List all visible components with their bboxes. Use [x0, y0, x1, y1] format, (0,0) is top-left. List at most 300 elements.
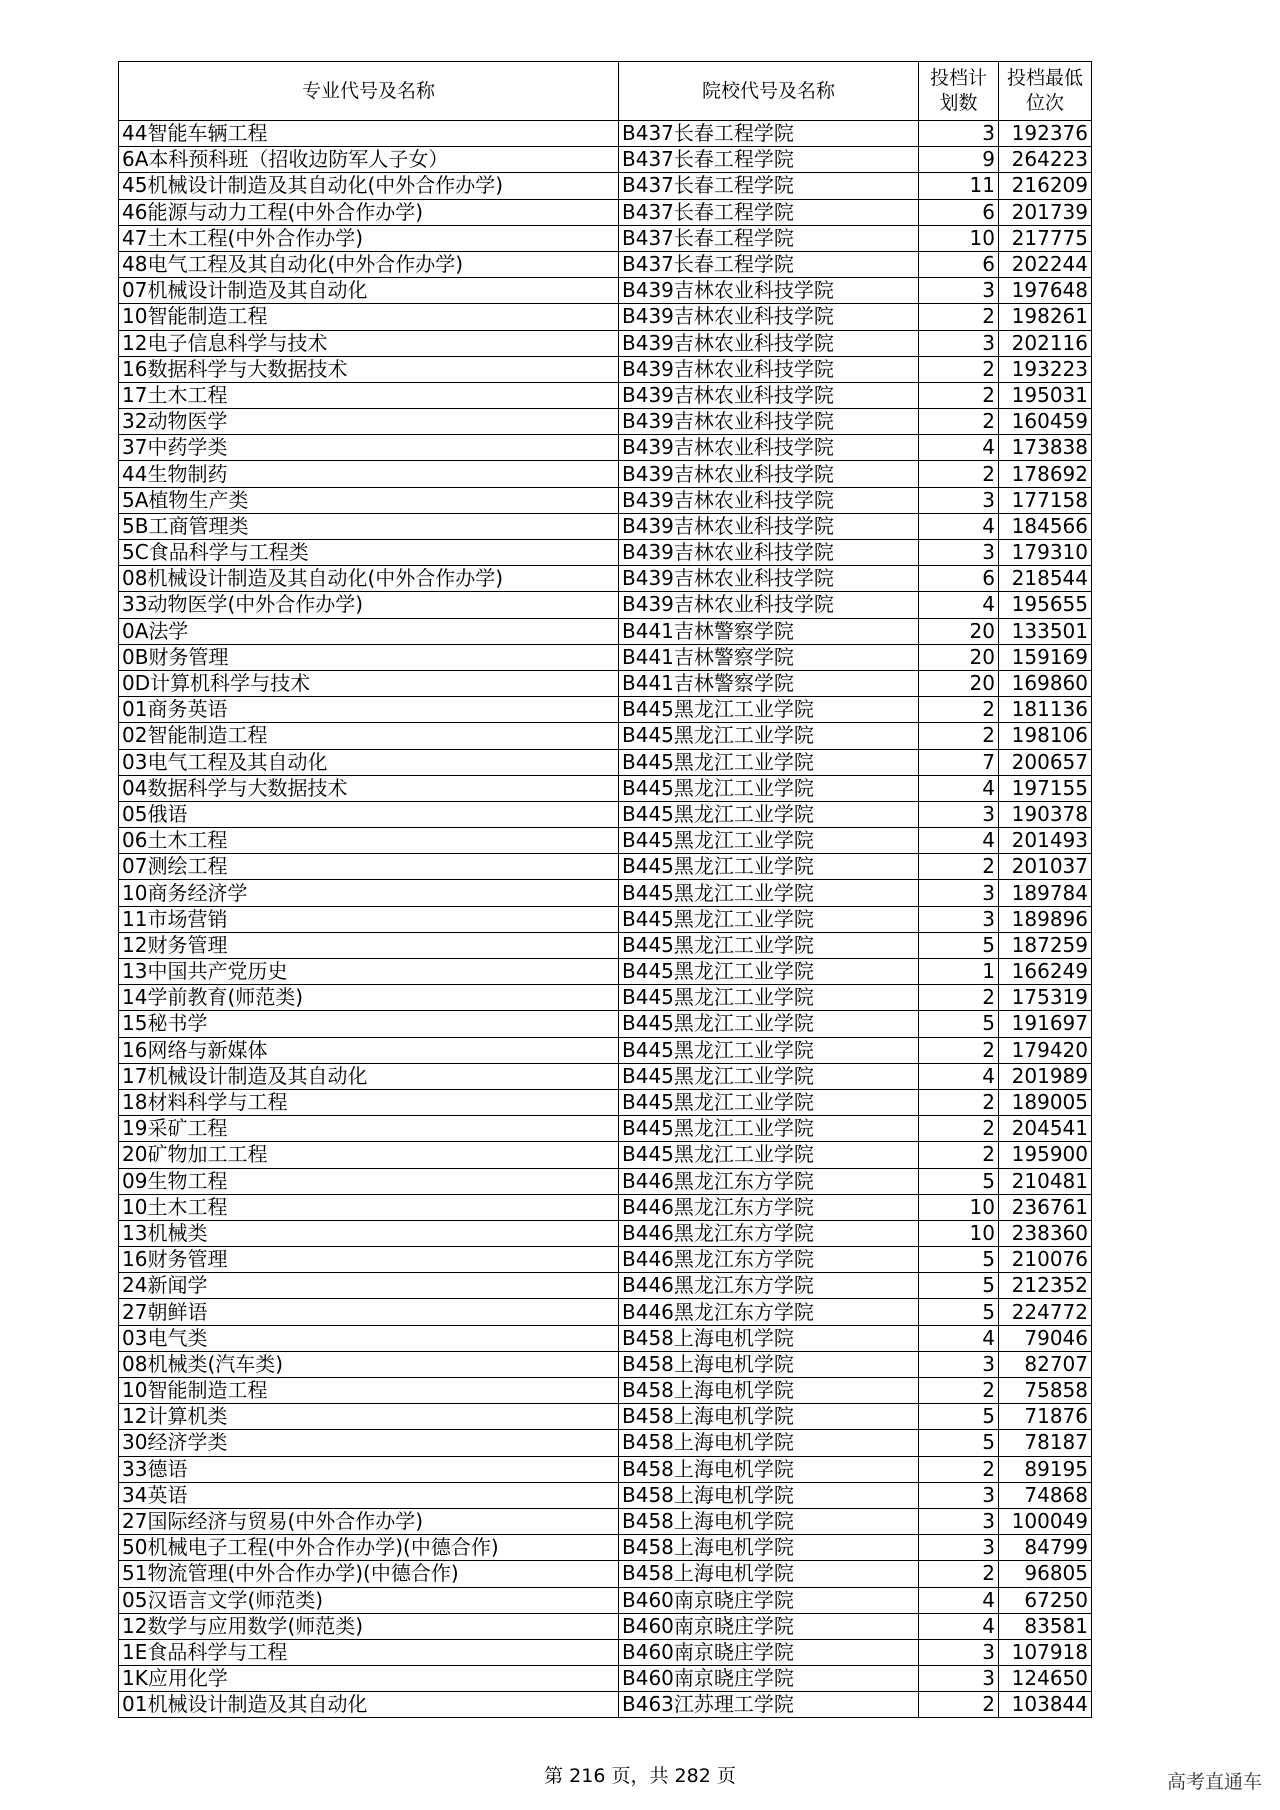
cell-rank: 212352: [999, 1273, 1092, 1299]
cell-major: 16数据科学与大数据技术: [119, 356, 619, 382]
cell-plan: 10: [919, 225, 999, 251]
cell-school: B437长春工程学院: [619, 225, 919, 251]
table-row: [119, 828, 1092, 854]
table-row: [119, 644, 1092, 670]
cell-major: 0B财务管理: [119, 644, 619, 670]
cell-major: 44生物制药: [119, 461, 619, 487]
cell-rank: 89195: [999, 1456, 1092, 1482]
cell-plan: 2: [919, 1456, 999, 1482]
cell-major: 11市场营销: [119, 906, 619, 932]
table-row: [119, 1325, 1092, 1351]
cell-school: B446黑龙江东方学院: [619, 1273, 919, 1299]
table-row: [119, 670, 1092, 696]
cell-major: 27国际经济与贸易(中外合作办学): [119, 1508, 619, 1534]
cell-plan: 3: [919, 801, 999, 827]
cell-plan: 4: [919, 1063, 999, 1089]
cell-plan: 2: [919, 1561, 999, 1587]
cell-plan: 20: [919, 618, 999, 644]
cell-rank: 204541: [999, 1116, 1092, 1142]
cell-plan: 4: [919, 1587, 999, 1613]
table-row: [119, 1482, 1092, 1508]
cell-plan: 3: [919, 278, 999, 304]
cell-rank: 133501: [999, 618, 1092, 644]
cell-rank: 82707: [999, 1351, 1092, 1377]
table-row: [119, 540, 1092, 566]
table-row: [119, 330, 1092, 356]
cell-rank: 74868: [999, 1482, 1092, 1508]
cell-rank: 78187: [999, 1430, 1092, 1456]
cell-major: 09生物工程: [119, 1168, 619, 1194]
table-row: [119, 985, 1092, 1011]
cell-major: 04数据科学与大数据技术: [119, 775, 619, 801]
cell-major: 17土木工程: [119, 382, 619, 408]
cell-major: 10商务经济学: [119, 880, 619, 906]
cell-school: B439吉林农业科技学院: [619, 330, 919, 356]
cell-rank: 202116: [999, 330, 1092, 356]
cell-rank: 175319: [999, 985, 1092, 1011]
cell-school: B445黑龙江工业学院: [619, 801, 919, 827]
cell-plan: 2: [919, 985, 999, 1011]
cell-rank: 264223: [999, 147, 1092, 173]
cell-school: B458上海电机学院: [619, 1351, 919, 1377]
cell-plan: 20: [919, 644, 999, 670]
cell-plan: 3: [919, 906, 999, 932]
header-rank: [999, 62, 1092, 121]
cell-school: B445黑龙江工业学院: [619, 1037, 919, 1063]
table-row: [119, 1613, 1092, 1639]
cell-major: 32动物医学: [119, 409, 619, 435]
cell-plan: 2: [919, 382, 999, 408]
cell-major: 16网络与新媒体: [119, 1037, 619, 1063]
header-major: 专业代号及名称: [119, 62, 619, 121]
cell-rank: 210481: [999, 1168, 1092, 1194]
cell-plan: 2: [919, 356, 999, 382]
admission-table: [118, 61, 1092, 1718]
header-plan: [919, 62, 999, 121]
cell-plan: 2: [919, 1037, 999, 1063]
cell-major: 12财务管理: [119, 932, 619, 958]
cell-school: B445黑龙江工业学院: [619, 985, 919, 1011]
cell-major: 33动物医学(中外合作办学): [119, 592, 619, 618]
cell-major: 03电气工程及其自动化: [119, 749, 619, 775]
table-row: [119, 1351, 1092, 1377]
cell-plan: 4: [919, 1325, 999, 1351]
table-row: [119, 251, 1092, 277]
table-row: [119, 173, 1092, 199]
table-row: [119, 1194, 1092, 1220]
cell-plan: 6: [919, 251, 999, 277]
cell-rank: 201493: [999, 828, 1092, 854]
cell-school: B437长春工程学院: [619, 199, 919, 225]
cell-school: B445黑龙江工业学院: [619, 723, 919, 749]
cell-rank: 178692: [999, 461, 1092, 487]
table-body: [119, 121, 1092, 1718]
cell-plan: 3: [919, 1508, 999, 1534]
cell-rank: 189896: [999, 906, 1092, 932]
cell-rank: 192376: [999, 121, 1092, 147]
cell-rank: 224772: [999, 1299, 1092, 1325]
cell-school: B445黑龙江工业学院: [619, 880, 919, 906]
table-row: [119, 382, 1092, 408]
cell-plan: 2: [919, 1142, 999, 1168]
cell-rank: 75858: [999, 1378, 1092, 1404]
cell-rank: 195031: [999, 382, 1092, 408]
cell-school: B445黑龙江工业学院: [619, 749, 919, 775]
table-row: [119, 1378, 1092, 1404]
cell-school: B446黑龙江东方学院: [619, 1247, 919, 1273]
cell-rank: 169860: [999, 670, 1092, 696]
table-row: [119, 1089, 1092, 1115]
cell-rank: 79046: [999, 1325, 1092, 1351]
cell-rank: 189005: [999, 1089, 1092, 1115]
cell-plan: 11: [919, 173, 999, 199]
table-row: [119, 461, 1092, 487]
table-row: [119, 304, 1092, 330]
cell-major: 45机械设计制造及其自动化(中外合作办学): [119, 173, 619, 199]
cell-rank: 201037: [999, 854, 1092, 880]
cell-major: 50机械电子工程(中外合作办学)(中德合作): [119, 1535, 619, 1561]
table-row: [119, 1063, 1092, 1089]
cell-major: 15秘书学: [119, 1011, 619, 1037]
cell-rank: 191697: [999, 1011, 1092, 1037]
cell-plan: 20: [919, 670, 999, 696]
cell-school: B441吉林警察学院: [619, 670, 919, 696]
cell-school: B437长春工程学院: [619, 251, 919, 277]
cell-major: 0A法学: [119, 618, 619, 644]
table-row: [119, 697, 1092, 723]
cell-plan: 2: [919, 304, 999, 330]
cell-plan: 5: [919, 1247, 999, 1273]
cell-school: B445黑龙江工业学院: [619, 854, 919, 880]
watermark-text: 高考直通车: [1166, 1771, 1262, 1793]
cell-rank: 179310: [999, 540, 1092, 566]
table-row: [119, 566, 1092, 592]
cell-plan: 4: [919, 775, 999, 801]
table-row: [119, 618, 1092, 644]
table-row: [119, 906, 1092, 932]
table-row: [119, 1404, 1092, 1430]
cell-major: 44智能车辆工程: [119, 121, 619, 147]
table-row: [119, 1456, 1092, 1482]
table-row: [119, 1011, 1092, 1037]
table-row: [119, 1666, 1092, 1692]
cell-major: 08机械类(汽车类): [119, 1351, 619, 1377]
cell-plan: 3: [919, 540, 999, 566]
cell-major: 20矿物加工工程: [119, 1142, 619, 1168]
cell-school: B458上海电机学院: [619, 1404, 919, 1430]
cell-major: 5B工商管理类: [119, 513, 619, 539]
cell-school: B445黑龙江工业学院: [619, 959, 919, 985]
cell-school: B458上海电机学院: [619, 1378, 919, 1404]
cell-rank: 124650: [999, 1666, 1092, 1692]
table-row: [119, 592, 1092, 618]
cell-plan: 3: [919, 1482, 999, 1508]
table-row: [119, 1247, 1092, 1273]
cell-plan: 5: [919, 1299, 999, 1325]
cell-rank: 193223: [999, 356, 1092, 382]
cell-plan: 2: [919, 1116, 999, 1142]
table-row: [119, 1299, 1092, 1325]
cell-rank: 83581: [999, 1613, 1092, 1639]
cell-major: 5A植物生产类: [119, 487, 619, 513]
cell-school: B445黑龙江工业学院: [619, 697, 919, 723]
header-row: [119, 62, 1092, 121]
cell-plan: 3: [919, 1535, 999, 1561]
cell-school: B458上海电机学院: [619, 1456, 919, 1482]
cell-school: B445黑龙江工业学院: [619, 1142, 919, 1168]
cell-school: B445黑龙江工业学院: [619, 1063, 919, 1089]
cell-rank: 198106: [999, 723, 1092, 749]
cell-plan: 1: [919, 959, 999, 985]
page-number: 第 216 页，共 282 页: [544, 1765, 736, 1787]
cell-school: B439吉林农业科技学院: [619, 461, 919, 487]
cell-major: 01机械设计制造及其自动化: [119, 1692, 619, 1718]
table-row: [119, 409, 1092, 435]
cell-major: 07测绘工程: [119, 854, 619, 880]
cell-school: B437长春工程学院: [619, 147, 919, 173]
cell-rank: 84799: [999, 1535, 1092, 1561]
cell-plan: 3: [919, 330, 999, 356]
cell-rank: 179420: [999, 1037, 1092, 1063]
cell-rank: 195900: [999, 1142, 1092, 1168]
cell-rank: 187259: [999, 932, 1092, 958]
cell-major: 12数学与应用数学(师范类): [119, 1613, 619, 1639]
cell-rank: 197648: [999, 278, 1092, 304]
table-row: [119, 1430, 1092, 1456]
cell-school: B445黑龙江工业学院: [619, 932, 919, 958]
cell-school: B439吉林农业科技学院: [619, 513, 919, 539]
cell-rank: 238360: [999, 1220, 1092, 1246]
cell-rank: 197155: [999, 775, 1092, 801]
cell-plan: 9: [919, 147, 999, 173]
cell-rank: 160459: [999, 409, 1092, 435]
cell-plan: 5: [919, 1011, 999, 1037]
cell-school: B458上海电机学院: [619, 1508, 919, 1534]
table-row: [119, 801, 1092, 827]
cell-school: B463江苏理工学院: [619, 1692, 919, 1718]
table-row: [119, 513, 1092, 539]
cell-plan: 6: [919, 199, 999, 225]
cell-rank: 166249: [999, 959, 1092, 985]
table-row: [119, 225, 1092, 251]
cell-plan: 2: [919, 723, 999, 749]
cell-major: 51物流管理(中外合作办学)(中德合作): [119, 1561, 619, 1587]
cell-school: B446黑龙江东方学院: [619, 1168, 919, 1194]
cell-major: 13机械类: [119, 1220, 619, 1246]
header-plan-line2: 划数: [939, 92, 978, 114]
cell-plan: 4: [919, 435, 999, 461]
table-row: [119, 1508, 1092, 1534]
cell-rank: 198261: [999, 304, 1092, 330]
cell-plan: 3: [919, 487, 999, 513]
cell-rank: 184566: [999, 513, 1092, 539]
cell-rank: 216209: [999, 173, 1092, 199]
cell-school: B458上海电机学院: [619, 1430, 919, 1456]
table-row: [119, 1037, 1092, 1063]
cell-major: 03电气类: [119, 1325, 619, 1351]
table-row: [119, 1561, 1092, 1587]
cell-major: 12计算机类: [119, 1404, 619, 1430]
cell-major: 16财务管理: [119, 1247, 619, 1273]
cell-rank: 181136: [999, 697, 1092, 723]
table-row: [119, 487, 1092, 513]
cell-major: 05俄语: [119, 801, 619, 827]
table-row: [119, 356, 1092, 382]
cell-major: 18材料科学与工程: [119, 1089, 619, 1115]
cell-major: 12电子信息科学与技术: [119, 330, 619, 356]
cell-rank: 100049: [999, 1508, 1092, 1534]
cell-major: 07机械设计制造及其自动化: [119, 278, 619, 304]
cell-rank: 103844: [999, 1692, 1092, 1718]
cell-rank: 218544: [999, 566, 1092, 592]
cell-school: B445黑龙江工业学院: [619, 1011, 919, 1037]
table-row: [119, 1220, 1092, 1246]
cell-major: 37中药学类: [119, 435, 619, 461]
table-row: [119, 1692, 1092, 1718]
cell-plan: 4: [919, 592, 999, 618]
cell-school: B441吉林警察学院: [619, 618, 919, 644]
cell-plan: 2: [919, 461, 999, 487]
cell-plan: 2: [919, 1692, 999, 1718]
cell-plan: 5: [919, 932, 999, 958]
cell-school: B446黑龙江东方学院: [619, 1299, 919, 1325]
cell-school: B439吉林农业科技学院: [619, 304, 919, 330]
cell-plan: 10: [919, 1194, 999, 1220]
cell-plan: 5: [919, 1404, 999, 1430]
cell-plan: 3: [919, 1666, 999, 1692]
cell-rank: 200657: [999, 749, 1092, 775]
table-row: [119, 959, 1092, 985]
cell-major: 1E食品科学与工程: [119, 1639, 619, 1665]
cell-major: 6A本科预科班（招收边防军人子女）: [119, 147, 619, 173]
cell-school: B458上海电机学院: [619, 1325, 919, 1351]
table-header: [119, 62, 1092, 121]
cell-major: 01商务英语: [119, 697, 619, 723]
cell-school: B439吉林农业科技学院: [619, 540, 919, 566]
cell-plan: 5: [919, 1430, 999, 1456]
cell-rank: 189784: [999, 880, 1092, 906]
cell-rank: 201989: [999, 1063, 1092, 1089]
cell-plan: 2: [919, 1089, 999, 1115]
cell-plan: 3: [919, 1639, 999, 1665]
cell-major: 0D计算机科学与技术: [119, 670, 619, 696]
cell-rank: 236761: [999, 1194, 1092, 1220]
cell-school: B437长春工程学院: [619, 121, 919, 147]
cell-school: B460南京晓庄学院: [619, 1613, 919, 1639]
cell-school: B460南京晓庄学院: [619, 1639, 919, 1665]
cell-major: 14学前教育(师范类): [119, 985, 619, 1011]
table-row: [119, 1639, 1092, 1665]
cell-rank: 173838: [999, 435, 1092, 461]
cell-school: B439吉林农业科技学院: [619, 409, 919, 435]
table-row: [119, 1587, 1092, 1613]
cell-major: 27朝鲜语: [119, 1299, 619, 1325]
table-row: [119, 880, 1092, 906]
cell-plan: 2: [919, 697, 999, 723]
header-school: 院校代号及名称: [619, 62, 919, 121]
cell-school: B445黑龙江工业学院: [619, 828, 919, 854]
cell-plan: 10: [919, 1220, 999, 1246]
table-row: [119, 199, 1092, 225]
cell-school: B437长春工程学院: [619, 173, 919, 199]
header-rank-line1: 投档最低: [1006, 67, 1083, 89]
cell-major: 1K应用化学: [119, 1666, 619, 1692]
cell-major: 02智能制造工程: [119, 723, 619, 749]
cell-plan: 3: [919, 880, 999, 906]
table-row: [119, 1273, 1092, 1299]
cell-rank: 210076: [999, 1247, 1092, 1273]
cell-plan: 2: [919, 1378, 999, 1404]
table-row: [119, 932, 1092, 958]
table-row: [119, 121, 1092, 147]
table-row: [119, 775, 1092, 801]
table-row: [119, 854, 1092, 880]
cell-major: 08机械设计制造及其自动化(中外合作办学): [119, 566, 619, 592]
table-row: [119, 1116, 1092, 1142]
cell-plan: 4: [919, 828, 999, 854]
cell-major: 19采矿工程: [119, 1116, 619, 1142]
cell-rank: 201739: [999, 199, 1092, 225]
cell-school: B445黑龙江工业学院: [619, 775, 919, 801]
cell-school: B439吉林农业科技学院: [619, 435, 919, 461]
cell-school: B441吉林警察学院: [619, 644, 919, 670]
cell-major: 10土木工程: [119, 1194, 619, 1220]
table-row: [119, 1535, 1092, 1561]
cell-plan: 2: [919, 854, 999, 880]
cell-major: 10智能制造工程: [119, 1378, 619, 1404]
cell-major: 48电气工程及其自动化(中外合作办学): [119, 251, 619, 277]
cell-major: 24新闻学: [119, 1273, 619, 1299]
table-row: [119, 723, 1092, 749]
cell-plan: 4: [919, 513, 999, 539]
table-row: [119, 278, 1092, 304]
cell-school: B439吉林农业科技学院: [619, 592, 919, 618]
cell-school: B439吉林农业科技学院: [619, 566, 919, 592]
cell-major: 47土木工程(中外合作办学): [119, 225, 619, 251]
table-row: [119, 147, 1092, 173]
table-row: [119, 435, 1092, 461]
cell-plan: 5: [919, 1168, 999, 1194]
header-plan-line1: 投档计: [929, 67, 987, 89]
cell-school: B446黑龙江东方学院: [619, 1194, 919, 1220]
cell-school: B460南京晓庄学院: [619, 1666, 919, 1692]
cell-plan: 5: [919, 1273, 999, 1299]
cell-major: 06土木工程: [119, 828, 619, 854]
table-row: [119, 1142, 1092, 1168]
cell-major: 33德语: [119, 1456, 619, 1482]
cell-school: B458上海电机学院: [619, 1482, 919, 1508]
cell-rank: 202244: [999, 251, 1092, 277]
cell-school: B445黑龙江工业学院: [619, 1116, 919, 1142]
cell-plan: 4: [919, 1613, 999, 1639]
cell-major: 05汉语言文学(师范类): [119, 1587, 619, 1613]
cell-major: 46能源与动力工程(中外合作办学): [119, 199, 619, 225]
cell-school: B446黑龙江东方学院: [619, 1220, 919, 1246]
cell-plan: 3: [919, 121, 999, 147]
table-row: [119, 749, 1092, 775]
cell-major: 34英语: [119, 1482, 619, 1508]
cell-plan: 7: [919, 749, 999, 775]
cell-major: 30经济学类: [119, 1430, 619, 1456]
cell-plan: 2: [919, 409, 999, 435]
cell-rank: 96805: [999, 1561, 1092, 1587]
cell-major: 17机械设计制造及其自动化: [119, 1063, 619, 1089]
cell-school: B439吉林农业科技学院: [619, 382, 919, 408]
cell-school: B458上海电机学院: [619, 1535, 919, 1561]
cell-major: 13中国共产党历史: [119, 959, 619, 985]
cell-rank: 71876: [999, 1404, 1092, 1430]
cell-plan: 3: [919, 1351, 999, 1377]
